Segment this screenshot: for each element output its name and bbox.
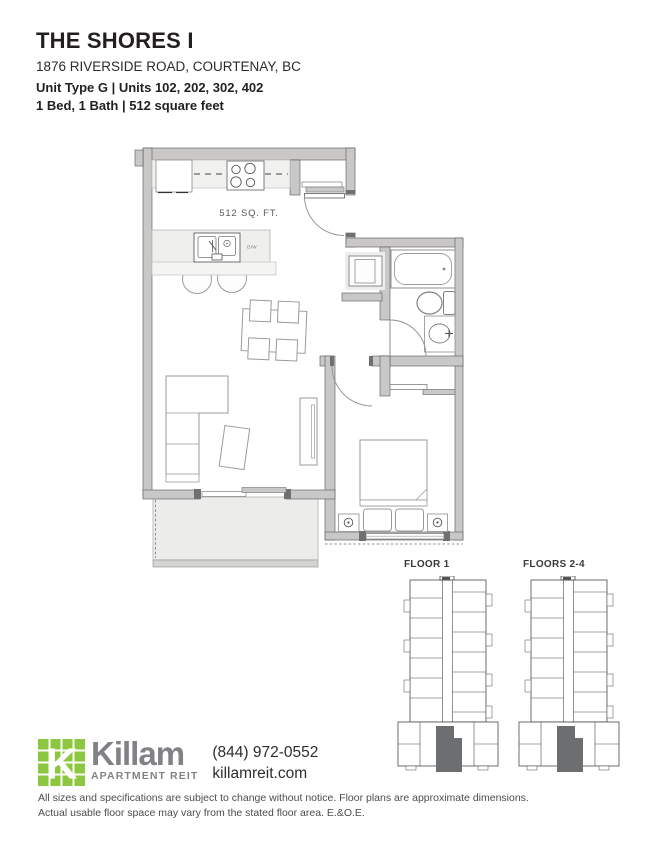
disclaimer <box>38 791 613 820</box>
bed-bath-line: 1 Bed, 1 Bath | 512 square feet <box>36 98 224 113</box>
logo-name: Killam <box>91 735 185 772</box>
floor-plan <box>128 138 473 573</box>
bedroom-entry <box>332 366 455 406</box>
patio-door <box>202 488 286 497</box>
logo-letter: K <box>45 739 78 786</box>
balcony <box>153 497 318 567</box>
bedroom <box>339 440 448 532</box>
bedroom-door-swing <box>332 366 372 406</box>
page-title: THE SHORES I <box>36 28 194 53</box>
bedroom-closet-door <box>390 385 427 390</box>
bathroom <box>390 250 455 356</box>
dining-set <box>241 300 308 362</box>
area-label: 512 SQ. FT. <box>219 208 279 219</box>
contact-block <box>212 739 318 784</box>
stove <box>227 161 264 190</box>
disclaimer-line-1: All sizes and specifications are subject to change without notice. Floor plans are approximate dimensions. <box>38 792 529 804</box>
bed <box>360 440 427 500</box>
keyplan-floor1 <box>396 576 500 774</box>
disclaimer-line-2: Actual usable floor space may vary from the stated floor area. E.&O.E. <box>38 806 365 819</box>
entry-closet-door <box>302 182 342 187</box>
entry-door-swing <box>305 196 345 236</box>
unit-type-line: Unit Type G | Units 102, 202, 302, 402 <box>36 80 264 95</box>
phone-number: (844) 972-0552 <box>212 744 319 761</box>
footer-brand <box>38 735 319 786</box>
kitchen-sink <box>194 233 240 262</box>
living-room <box>166 376 317 482</box>
logo-subtitle: APARTMENT REIT <box>91 770 199 782</box>
dining-chair <box>277 301 299 323</box>
fridge <box>156 160 192 192</box>
entry-door-leaf <box>305 194 345 199</box>
dining-chair <box>276 339 298 361</box>
dining-chair <box>248 338 270 360</box>
website-link[interactable]: killamreit.com <box>212 765 308 782</box>
entry <box>302 182 345 236</box>
kitchen-island <box>152 230 276 294</box>
kitchen <box>152 160 290 193</box>
keyplan-floors24 <box>517 576 621 774</box>
laundry-closet <box>345 252 385 290</box>
logo-text <box>91 735 199 782</box>
keyplan-floor1-label: FLOOR 1 <box>404 559 450 570</box>
vanity-sink <box>425 316 456 352</box>
toilet <box>417 292 455 315</box>
bathroom-door-swing <box>390 320 426 356</box>
killam-logo-icon <box>38 739 85 786</box>
bathtub <box>391 250 455 288</box>
pillow <box>364 509 392 531</box>
dining-chair <box>249 300 271 322</box>
coffee-table <box>219 426 249 470</box>
sectional-sofa <box>166 376 228 476</box>
address-line: 1876 RIVERSIDE ROAD, COURTENAY, BC <box>36 59 301 74</box>
header <box>36 28 301 115</box>
pillow <box>396 509 424 531</box>
keyplan-floors24-label: FLOORS 2-4 <box>523 559 585 570</box>
dishwasher-label: D/W <box>247 244 257 250</box>
